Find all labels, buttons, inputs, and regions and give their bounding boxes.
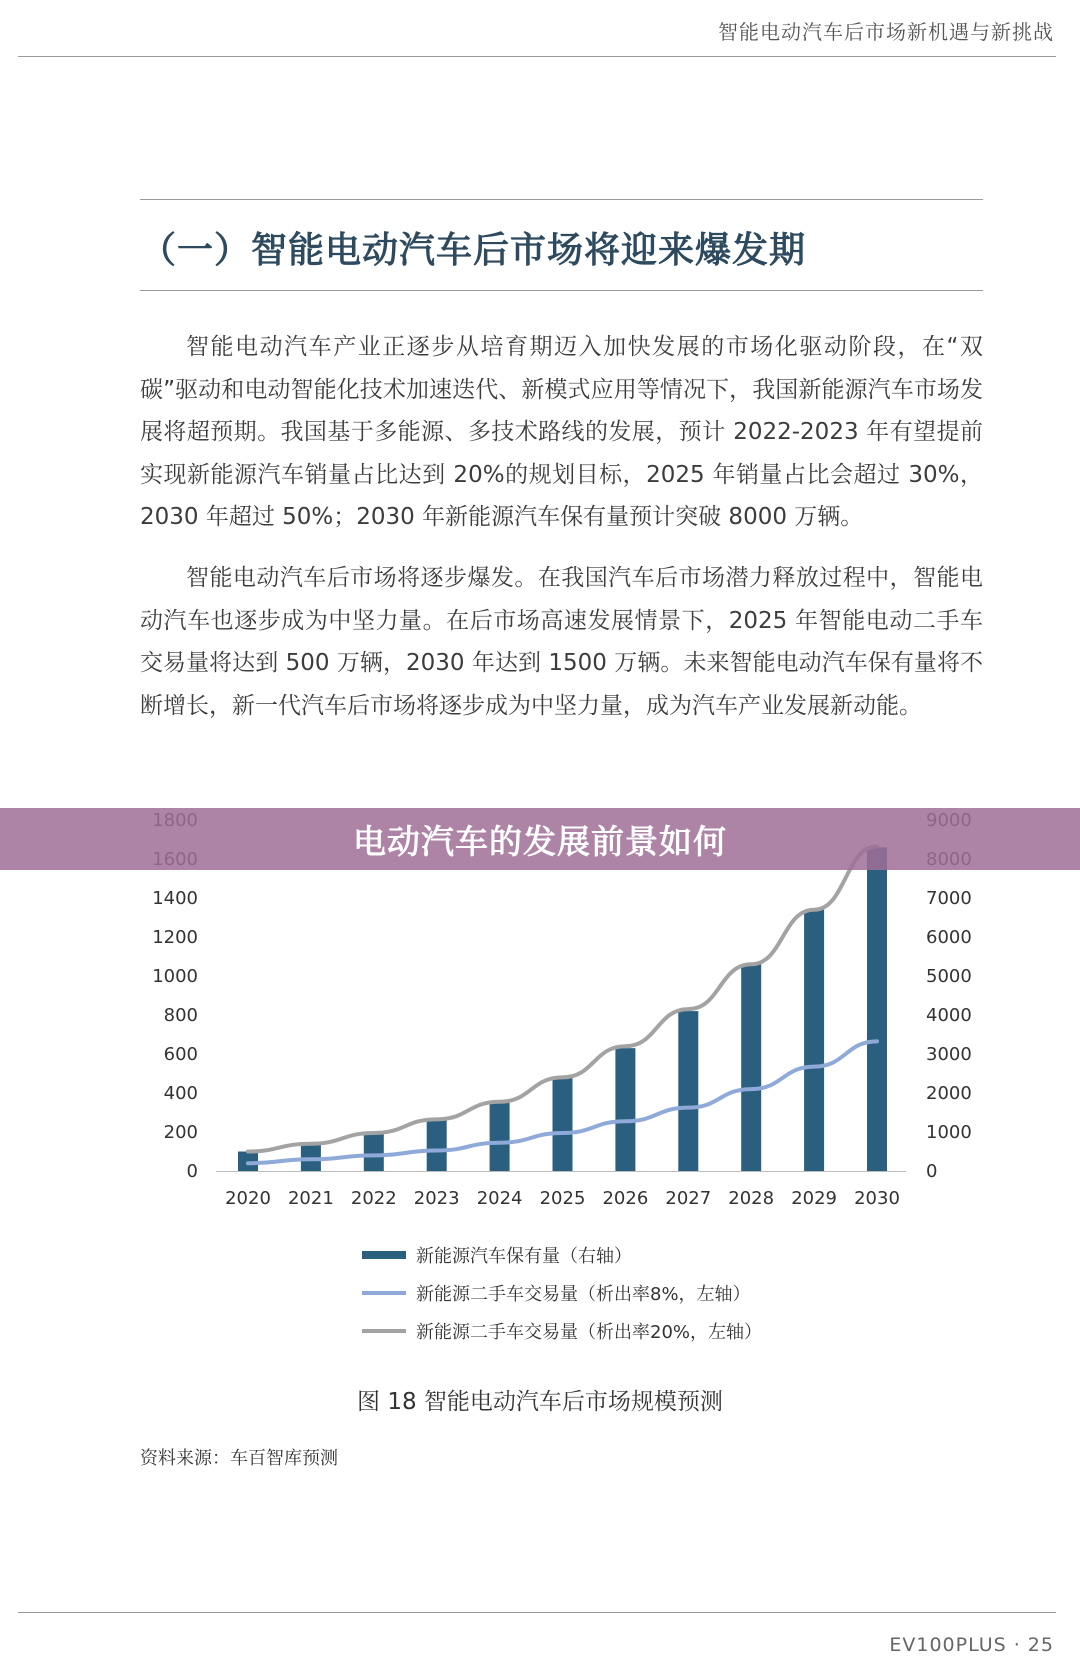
x-tick-label: 2023 (413, 1188, 460, 1209)
left-tick-label: 600 (163, 1044, 198, 1065)
legend-swatch-line (362, 1286, 410, 1300)
line-point (499, 1101, 500, 1102)
legend-item-trade-20 (362, 1312, 762, 1350)
line-point (436, 1119, 437, 1120)
line-point (814, 1066, 815, 1067)
line-point (310, 1159, 311, 1160)
line-point (688, 1009, 689, 1010)
left-tick-label: 1400 (152, 888, 198, 909)
line-point (562, 1132, 563, 1133)
x-tick-label: 2029 (791, 1188, 838, 1209)
source-note: 资料来源：车百智库预测 (140, 1448, 338, 1469)
legend-label: 新能源二手车交易量（析出率20%，左轴） (416, 1322, 763, 1343)
bar-2028 (741, 964, 761, 1171)
line-point (814, 909, 815, 910)
line-point (436, 1150, 437, 1151)
legend-item-trade-8 (362, 1274, 762, 1312)
left-tick-label: 1200 (152, 927, 198, 948)
line-point (248, 1151, 249, 1152)
x-tick-label: 2024 (476, 1188, 523, 1209)
right-tick-label: 0 (926, 1161, 938, 1182)
x-tick-label: 2022 (350, 1188, 397, 1209)
x-tick-label: 2025 (539, 1188, 586, 1209)
page-footer: EV100PLUS · 25 (889, 1634, 1054, 1656)
line-point (625, 1121, 626, 1122)
left-tick-label: 1000 (152, 966, 198, 987)
right-tick-label: 6000 (926, 927, 972, 948)
right-tick-label: 5000 (926, 966, 972, 987)
right-tick-label: 4000 (926, 1005, 972, 1026)
bar-2024 (490, 1101, 510, 1171)
bar-2027 (678, 1011, 698, 1171)
line-point (373, 1155, 374, 1156)
header-divider (18, 56, 1056, 57)
line-point (373, 1132, 374, 1133)
section-top-rule (140, 199, 983, 200)
legend-label: 新能源二手车交易量（析出率8%，左轴） (416, 1284, 751, 1305)
section-bottom-rule (140, 290, 983, 291)
legend-swatch-line (362, 1324, 410, 1338)
paragraph-2: 智能电动汽车后市场将逐步爆发。在我国汽车后市场潜力释放过程中，智能电动汽车也逐步成为中坚力量。在后市场高速发展情景下，2025 年智能电动二手车交易量将达到 500 万辆，2030 年达到 1500 万辆。未来智能电动汽车保有量将不断增长，新一代汽车后市场将逐步成为中坚力量，成为汽车产业发展新动能。 (140, 565, 983, 719)
figure-caption: 图 18 智能电动汽车后市场规模预测 (357, 1389, 723, 1415)
right-tick-label: 2000 (926, 1083, 972, 1104)
legend-item-stock (362, 1236, 762, 1274)
line-point (310, 1143, 311, 1144)
section-title: （一）智能电动汽车后市场将迎来爆发期 (140, 230, 807, 271)
x-tick-label: 2020 (225, 1188, 271, 1209)
right-tick-label: 3000 (926, 1044, 972, 1065)
bar-2022 (364, 1134, 384, 1171)
left-tick-label: 0 (186, 1161, 198, 1182)
left-tick-label: 800 (163, 1005, 198, 1026)
line-point (625, 1046, 626, 1047)
chart-legend (362, 1236, 762, 1350)
running-header: 智能电动汽车后市场新机遇与新挑战 (718, 20, 1054, 44)
legend-swatch-bar (362, 1248, 410, 1262)
x-tick-label: 2028 (728, 1188, 775, 1209)
right-tick-label: 7000 (926, 888, 972, 909)
line-point (499, 1142, 500, 1143)
title-banner (0, 808, 1080, 870)
line-point (688, 1107, 689, 1108)
bar-2029 (804, 910, 824, 1171)
x-tick-label: 2021 (287, 1188, 334, 1209)
line-point (562, 1077, 563, 1078)
x-axis-ticks (225, 1188, 900, 1209)
bar-2030 (867, 847, 887, 1171)
x-tick-label: 2026 (602, 1188, 649, 1209)
line-point (877, 1041, 878, 1042)
right-tick-label: 1000 (926, 1122, 972, 1143)
bar-2023 (427, 1120, 447, 1171)
left-tick-label: 200 (163, 1122, 198, 1143)
x-tick-label: 2030 (854, 1188, 900, 1209)
banner-title: 电动汽车的发展前景如何 (353, 821, 727, 861)
x-tick-label: 2027 (665, 1188, 712, 1209)
bar-2025 (553, 1077, 573, 1171)
left-tick-label: 400 (163, 1083, 198, 1104)
paragraph-1: 智能电动汽车产业正逐步从培育期迈入加快发展的市场化驱动阶段，在“双碳”驱动和电动智能化技术加速迭代、新模式应用等情况下，我国新能源汽车市场发展将超预期。我国基于多能源、多技术路线的发展，预计 2022-2023 年有望提前实现新能源汽车销量占比达到 20%的规划目标，2025 年销量占比会超过 30%，2030 年超过 50%；2030 年新能源汽车保有量预计突破 8000 万辆。 (140, 334, 983, 530)
bar-series (238, 847, 887, 1171)
footer-divider (18, 1612, 1056, 1613)
line-point (751, 964, 752, 965)
bar-2026 (615, 1048, 635, 1171)
line-point (248, 1163, 249, 1164)
legend-label: 新能源汽车保有量（右轴） (416, 1246, 632, 1267)
line-point (751, 1089, 752, 1090)
